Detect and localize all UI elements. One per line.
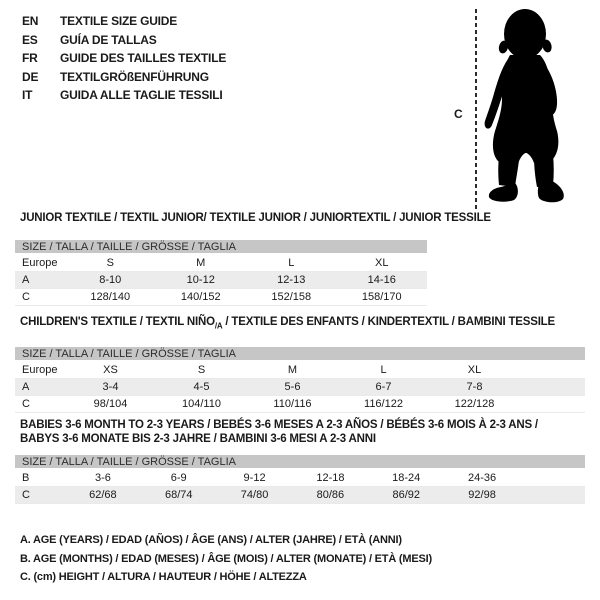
height-dashed-line — [475, 9, 477, 209]
size-table — [15, 455, 585, 504]
size-table — [15, 240, 427, 306]
language-label: GUIDE DES TAILLES TEXTILE — [60, 51, 227, 65]
language-row — [22, 49, 226, 68]
table-cell: 116/122 — [364, 397, 403, 410]
height-figure — [448, 5, 598, 215]
section-title-text: BABIES 3-6 MONTH TO 2-3 YEARS / BEBÉS 3-6 MESES A 2-3 AÑOS / BÉBÉS 3-6 MOIS À 2-3 ANS / — [20, 419, 538, 431]
table-cell: XL — [375, 256, 389, 269]
table-cell: 128/140 — [90, 290, 131, 303]
table-header: SIZE / TALLA / TAILLE / GRÖSSE / TAGLIA — [15, 455, 585, 470]
language-row — [22, 86, 226, 105]
size-table — [15, 347, 585, 413]
table-cell: 18-24 — [392, 472, 421, 484]
language-row — [22, 31, 226, 50]
table-row — [15, 487, 585, 504]
table-row — [15, 396, 585, 413]
table-cell: 158/170 — [361, 290, 402, 303]
section-title-text: CHILDREN'S TEXTILE / TEXTIL NIÑO — [20, 316, 215, 328]
table-cell: S — [106, 256, 114, 269]
table-row — [15, 362, 585, 379]
row-label: C — [22, 290, 30, 303]
table-cell: 14-16 — [367, 273, 396, 286]
row-label: Europe — [22, 256, 58, 269]
table-cell: 7-8 — [466, 380, 483, 393]
section-title-text: /A — [214, 321, 223, 331]
language-label: GUIDA ALLE TAGLIE TESSILI — [60, 88, 223, 102]
row-label: C — [22, 489, 30, 501]
language-label: GUÍA DE TALLAS — [60, 32, 157, 47]
table-cell: 12-13 — [277, 273, 306, 286]
baby-silhouette-icon — [482, 7, 572, 207]
note-line: C. (cm) HEIGHT / ALTURA / HAUTEUR / HÖHE / ALTEZZA — [20, 571, 307, 583]
table-cell: 3-6 — [94, 472, 111, 484]
table-row — [15, 470, 585, 487]
size-section — [15, 212, 600, 306]
row-label: B — [22, 472, 30, 484]
table-cell: 140/152 — [180, 290, 221, 303]
table-cell: S — [197, 363, 206, 376]
table-cell: 122/128 — [454, 397, 495, 410]
language-label: TEXTILGRÖßENFÜHRUNG — [60, 69, 209, 84]
language-label: TEXTILE SIZE GUIDE — [60, 14, 178, 28]
table-cell: XL — [467, 363, 482, 376]
language-row — [22, 12, 226, 31]
table-cell: 98/104 — [93, 397, 128, 410]
row-label: Europe — [22, 363, 58, 376]
section-title-text: BABYS 3-6 MONATE BIS 2-3 JAHRE / BAMBINI 3-6 MESI A 2-3 ANNI — [20, 432, 376, 445]
table-cell: 80/86 — [316, 489, 345, 501]
language-row — [22, 68, 226, 87]
section-title-text: JUNIOR TEXTILE / TEXTIL JUNIOR/ TEXTILE JUNIOR / JUNIORTEXTIL / JUNIOR TESSILE — [20, 212, 491, 224]
footnotes — [20, 531, 432, 587]
size-section — [15, 316, 600, 413]
table-cell: 62/68 — [89, 489, 117, 501]
table-cell: M — [196, 256, 206, 269]
table-row — [15, 272, 427, 289]
table-cell: 6-7 — [375, 380, 392, 393]
table-cell: L — [380, 363, 387, 376]
language-code: FR — [22, 51, 38, 65]
section-title — [15, 316, 600, 333]
table-cell: 6-9 — [170, 472, 187, 484]
table-cell: XS — [103, 363, 118, 376]
section-title — [15, 212, 600, 226]
table-cell: M — [287, 363, 298, 376]
table-cell: 110/116 — [273, 397, 312, 410]
table-cell: 74/80 — [240, 489, 269, 501]
table-cell: 92/98 — [468, 489, 496, 501]
note-line: B. AGE (MONTHS) / EDAD (MESES) / ÂGE (MOIS) / ALTER (MONATE) / ETÀ (MESI) — [20, 552, 432, 565]
table-header: SIZE / TALLA / TAILLE / GRÖSSE / TAGLIA — [15, 347, 585, 362]
row-label: A — [22, 273, 30, 286]
table-cell: 152/158 — [271, 290, 312, 303]
language-code: ES — [22, 32, 38, 47]
section-title — [15, 419, 600, 446]
language-code: DE — [22, 69, 39, 84]
language-code: EN — [22, 14, 39, 28]
table-row — [15, 255, 427, 272]
table-row — [15, 379, 585, 396]
row-label: A — [22, 380, 30, 393]
section-title-text: / TEXTILE DES ENFANTS / KINDERTEXTIL / BAMBINI TESSILE — [222, 316, 555, 328]
size-section — [15, 419, 600, 504]
table-cell: 86/92 — [392, 489, 420, 501]
language-code: IT — [22, 88, 33, 102]
table-cell: 4-5 — [193, 380, 210, 393]
table-cell: 3-4 — [102, 380, 119, 393]
table-cell: 104/110 — [182, 397, 221, 410]
table-cell: 24-36 — [467, 472, 497, 484]
table-cell: 5-6 — [284, 380, 301, 393]
height-c-label: C — [454, 107, 463, 121]
table-cell: 68/74 — [164, 489, 193, 501]
language-list — [22, 12, 226, 105]
table-cell: 9-12 — [243, 472, 266, 484]
table-cell: 12-18 — [316, 472, 345, 484]
table-cell: 8-10 — [99, 273, 122, 286]
row-label: C — [22, 397, 30, 410]
table-cell: 10-12 — [186, 273, 215, 286]
table-row — [15, 289, 427, 306]
table-cell: L — [288, 256, 295, 269]
note-line: A. AGE (YEARS) / EDAD (AÑOS) / ÂGE (ANS) / ALTER (JAHRE) / ETÀ (ANNI) — [20, 534, 402, 546]
table-header: SIZE / TALLA / TAILLE / GRÖSSE / TAGLIA — [15, 240, 427, 255]
